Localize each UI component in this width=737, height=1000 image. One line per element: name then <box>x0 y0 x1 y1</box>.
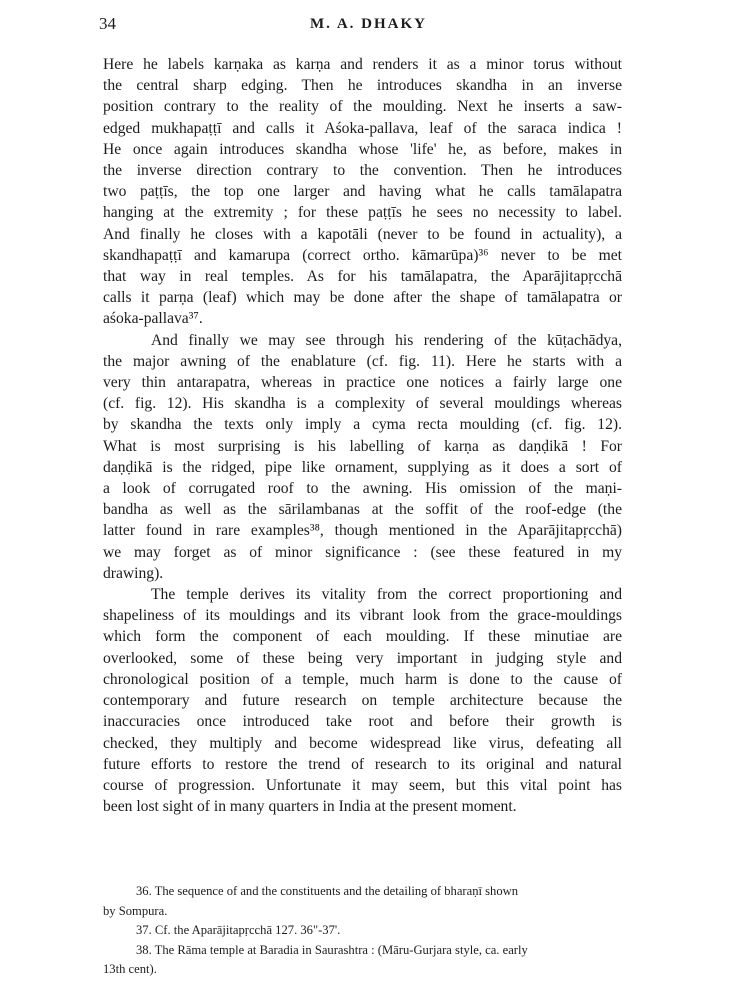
text-line: And finally he closes with a kapotāli (never to be found in actuality), a <box>103 225 622 243</box>
text-line: chronological position of a temple, much harm is done to the cause of <box>103 670 622 688</box>
text-line: the major awning of the enablature (cf. fig. 11). Here he starts with a <box>103 352 622 370</box>
text-line: we may forget as of minor significance : (see these featured in my <box>103 543 622 561</box>
text-line: contemporary and future research on temple architecture because the <box>103 692 622 710</box>
text-line: very thin antarapatra, whereas in practice one notices a fairly large one <box>103 374 622 392</box>
footnote-36: 36. The sequence of and the constituents and the detailing of bharaṇī shown <box>136 884 519 898</box>
text-line: skandhapaṭṭī and kamarupa (correct ortho. kāmarūpa)³⁶ never to be met <box>103 246 622 264</box>
text-line: future efforts to restore the trend of research to its original and natural <box>103 755 622 773</box>
text-line: that way in real temples. As for his tamālapatra, the Aparājitapṛcchā <box>103 268 622 286</box>
text-line: a look of corrugated roof to the awning. His omission of the maṇi- <box>103 480 622 498</box>
text-line: been lost sight of in many quarters in India at the present moment. <box>103 798 517 816</box>
text-line: inaccuracies once introduced take root and before their growth is <box>103 713 622 731</box>
footnotes <box>103 882 622 980</box>
text-line: What is most surprising is his labelling of karṇa as daṇḍikā ! For <box>103 437 622 455</box>
page-header <box>0 14 737 38</box>
text-line: edged mukhapaṭṭī and calls it Aśoka-pallava, leaf of the saraca indica ! <box>103 119 622 137</box>
text-line: calls it parṇa (leaf) which may be done after the shape of tamālapatra or <box>103 289 622 307</box>
text-line: position contrary to the reality of the moulding. Next he inserts a saw- <box>103 98 622 116</box>
text-line: by skandha the texts only imply a cyma recta moulding (cf. fig. 12). <box>103 416 622 434</box>
body-text <box>103 54 622 817</box>
footnote-38: 38. The Rāma temple at Baradia in Saurashtra : (Māru-Gurjara style, ca. early <box>136 942 528 957</box>
paragraph <box>103 330 622 584</box>
text-line: checked, they multiply and become widespread like virus, defeating all <box>103 734 622 752</box>
page-number: 34 <box>99 14 116 33</box>
footnote-37: 37. Cf. the Aparājitapṛcchā 127. 36"-37'. <box>136 923 341 938</box>
text-line: course of progression. Unfortunate it may seem, but this vital point has <box>103 776 622 794</box>
text-line: which form the component of each moulding. If these minutiae are <box>103 628 622 646</box>
text-line: drawing). <box>103 564 164 582</box>
text-line: two paṭṭīs, the top one larger and having what he calls tamālapatra <box>103 183 622 201</box>
text-line: Here he labels karṇaka as karṇa and renders it as a minor torus without <box>103 56 622 73</box>
text-line: daṇḍikā is the ridged, pipe like ornament, supplying as it does a sort of <box>103 458 622 476</box>
text-line: the inverse direction contrary to the convention. Then he introduces <box>103 162 622 180</box>
text-line: He once again introduces skandha whose 'life' he, as before, makes in <box>103 140 622 158</box>
paragraph <box>103 54 622 330</box>
text-line: the central sharp edging. Then he introduces skandha in an inverse <box>103 77 622 95</box>
footnote-38-continued: 13th cent). <box>103 962 157 977</box>
text-line: hanging at the extremity ; for these paṭṭīs he sees no necessity to label. <box>103 204 622 222</box>
text-line: overlooked, some of these being very important in judging style and <box>103 649 622 667</box>
text-line: The temple derives its vitality from the correct proportioning and <box>151 586 622 604</box>
text-line: latter found in rare examples³⁸, though mentioned in the Aparājitapṛcchā) <box>103 522 622 540</box>
paragraph <box>103 584 622 817</box>
text-line: shapeliness of its mouldings and its vibrant look from the grace-mouldings <box>103 607 622 625</box>
footnote-36-continued: by Sompura. <box>103 903 168 918</box>
text-line: (cf. fig. 12). His skandha is a complexity of several mouldings whereas <box>103 395 622 413</box>
running-head: M. A. DHAKY <box>310 16 427 32</box>
text-line: And finally we may see through his rendering of the kūṭachādya, <box>151 331 622 349</box>
text-line: aśoka-pallava³⁷. <box>103 310 203 328</box>
text-line: bandha as well as the sārilambanas at the soffit of the roof-edge (the <box>103 501 622 519</box>
